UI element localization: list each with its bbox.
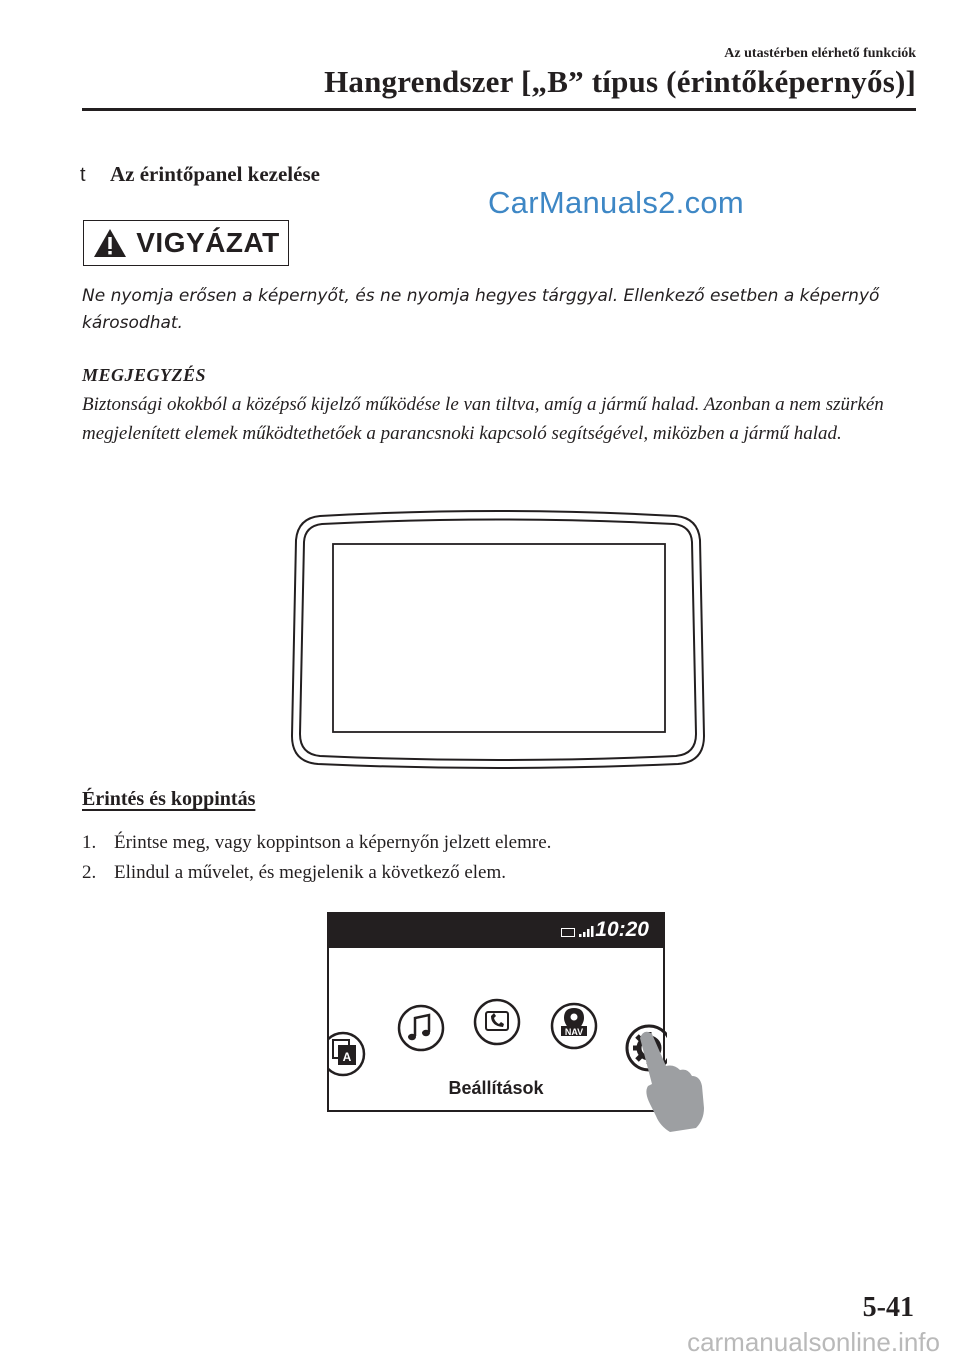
touchscreen-device-illustration (290, 510, 706, 772)
page-number: 5-41 (862, 1292, 914, 1323)
touch-tap-subheading: Érintés és koppintás (82, 788, 256, 810)
applications-icon[interactable] (327, 1033, 364, 1075)
step-number: 1. (82, 832, 97, 853)
music-icon[interactable] (399, 1006, 443, 1050)
finger-pointer-icon (600, 1020, 710, 1135)
steps-list (82, 828, 551, 888)
caution-label: VIGYÁZAT (136, 227, 280, 258)
caution-box (83, 220, 289, 266)
step-text: Érintse meg, vagy koppintson a képernyőn jelzett elemre. (114, 832, 552, 853)
step-number: 2. (82, 862, 97, 883)
watermark-top: CarManuals2.com (488, 185, 745, 220)
battery-icon (561, 928, 575, 937)
caution-text: Ne nyomja erősen a képernyőt, és ne nyomja hegyes tárggyal. Ellenkező esetben a képernyő károsodhat. (82, 286, 880, 333)
status-bar (329, 914, 663, 948)
nav-badge: NAV (564, 1027, 584, 1037)
warning-icon (92, 227, 128, 259)
list-item (82, 858, 551, 888)
app-badge: A (342, 1050, 352, 1064)
phone-icon[interactable] (475, 1000, 519, 1044)
watermark-bottom: carmanualsonline.info (687, 1327, 940, 1357)
note-text: Biztonsági okokból a középső kijelző működése le van tiltva, amíg a jármű halad. Azonban a nem szürkén megjelenített elemek működtethetőek a parancsnoki kapcsoló segítségével, miközben a jármű halad. (82, 394, 884, 444)
section-bullet: t (80, 164, 86, 186)
navigation-icon[interactable] (552, 1004, 596, 1048)
clock: 10:20 (595, 918, 649, 941)
settings-label: Beállítások (448, 1078, 544, 1098)
list-item (82, 828, 551, 858)
header-divider (82, 108, 916, 111)
section-heading: Az érintőpanel kezelése (110, 162, 320, 186)
step-text: Elindul a művelet, és megjelenik a következő elem. (114, 862, 507, 883)
signal-icon (579, 925, 595, 937)
page-title: Hangrendszer [„B” típus (érintőképernyős)] (324, 64, 916, 99)
header-section-label: Az utastérben elérhető funkciók (724, 46, 916, 61)
note-heading: MEGJEGYZÉS (82, 365, 207, 385)
